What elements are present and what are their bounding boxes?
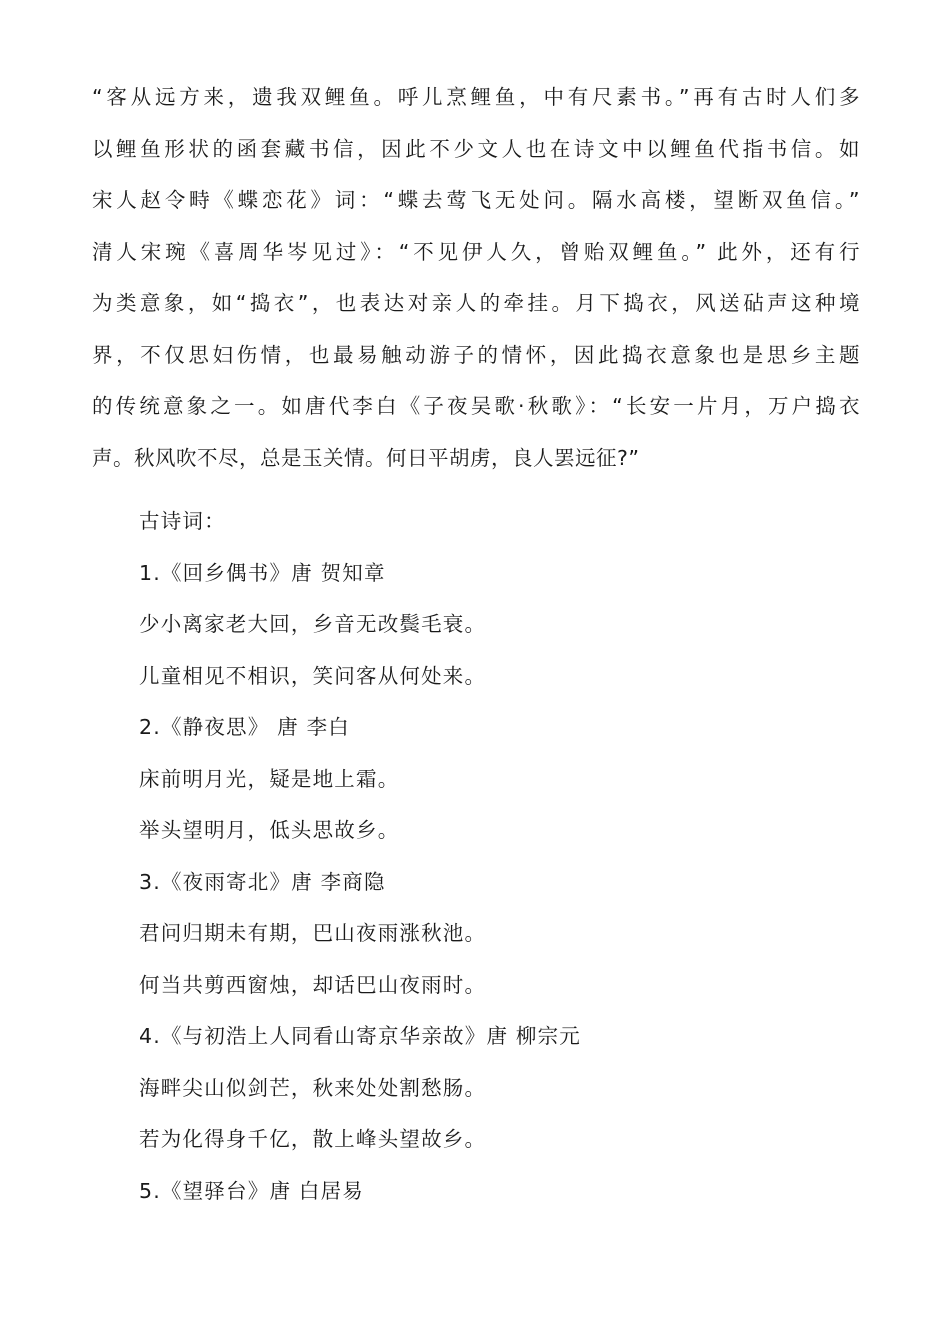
paragraph-line: 以鲤鱼形状的函套藏书信，因此不少文人也在诗文中以鲤鱼代指书信。如 [92, 136, 860, 161]
section-heading: 古诗词： [139, 509, 226, 533]
body-paragraph [92, 72, 860, 484]
poem-title: 5.《望驿台》唐 白居易 [139, 1178, 364, 1203]
poem-verse: 举头望明月，低头思故乡。 [139, 818, 400, 842]
paragraph-line: 界，不仅思妇伤情，也最易触动游子的情怀，因此捣衣意象也是思乡主题 [92, 342, 860, 367]
paragraph-line: “客从远方来，遗我双鲤鱼。呼儿烹鲤鱼，中有尺素书。”再有古时人们多 [92, 85, 860, 109]
poem-verse: 若为化得身千亿，散上峰头望故乡。 [139, 1127, 487, 1151]
paragraph-line: 声。秋风吹不尽，总是玉关情。何日平胡虏，良人罢远征?” [92, 445, 640, 470]
poem-title: 3.《夜雨寄北》唐 李商隐 [139, 869, 386, 894]
poem-title: 4.《与初浩上人同看山寄京华亲故》唐 柳宗元 [139, 1024, 581, 1048]
poems-section [139, 496, 859, 1217]
paragraph-line: 宋人赵令畤《蝶恋花》词：“蝶去莺飞无处问。隔水高楼，望断双鱼信。” [92, 188, 860, 212]
paragraph-line: 为类意象，如“捣衣”，也表达对亲人的牵挂。月下捣衣，风送砧声这种境 [92, 291, 860, 315]
poem-verse: 君问归期未有期，巴山夜雨涨秋池。 [139, 921, 487, 945]
poem-verse: 何当共剪西窗烛，却话巴山夜雨时。 [139, 972, 487, 997]
poem-verse: 床前明月光，疑是地上霜。 [139, 766, 400, 791]
poem-title: 2.《静夜思》 唐 李白 [139, 715, 350, 739]
paragraph-line: 清人宋琬《喜周华岑见过》：“不见伊人久，曾贻双鲤鱼。” 此外，还有行 [92, 239, 860, 264]
paragraph-line: 的传统意象之一。如唐代李白《子夜吴歌·秋歌》：“长安一片月，万户捣衣 [92, 394, 860, 418]
poem-verse: 少小离家老大回，乡音无改鬓毛衰。 [139, 612, 487, 636]
poem-title: 1.《回乡偶书》唐 贺知章 [139, 560, 386, 585]
poem-verse: 海畔尖山似剑芒，秋来处处割愁肠。 [139, 1075, 487, 1100]
poem-verse: 儿童相见不相识，笑问客从何处来。 [139, 663, 487, 688]
